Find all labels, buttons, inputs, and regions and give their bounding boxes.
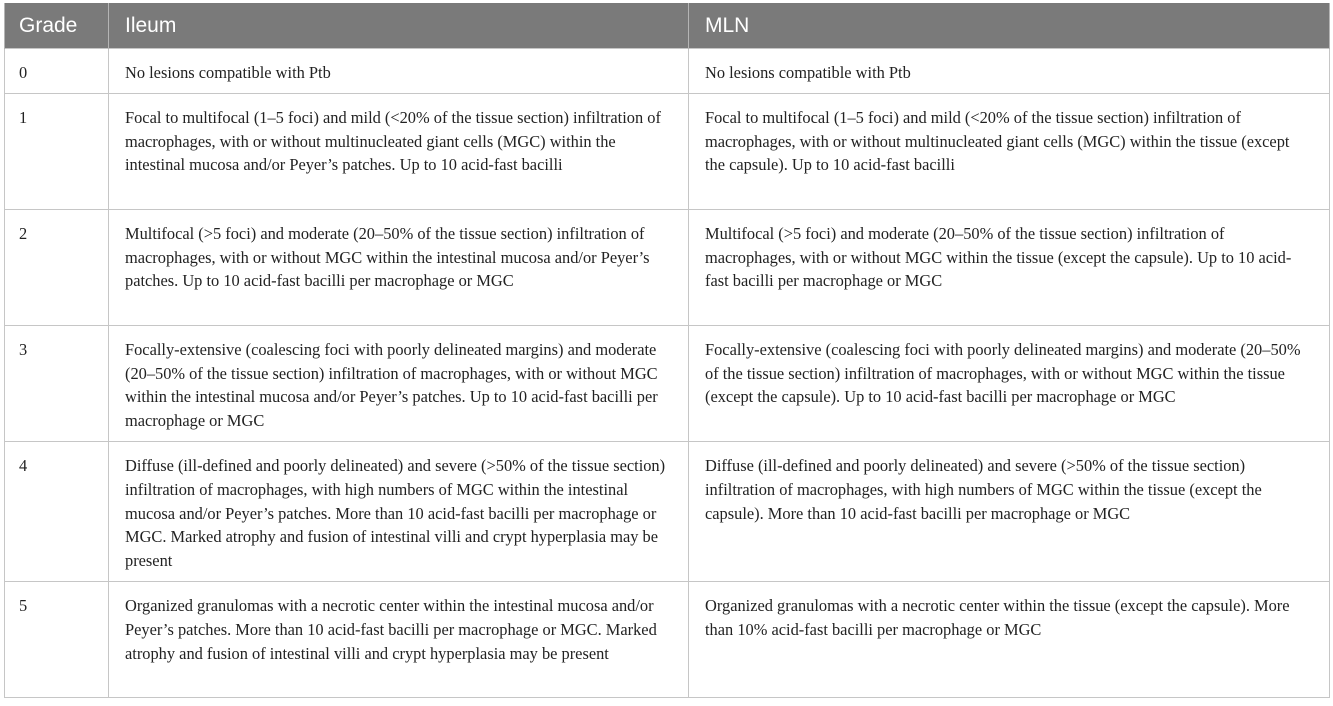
ileum-cell: No lesions compatible with Ptb: [109, 49, 689, 94]
mln-cell: Diffuse (ill-defined and poorly delineated) and severe (>50% of the tissue section) infiltration of macrophages, with high numbers of MGC within the tissue (except the capsule). More than 10 acid-fast bacilli per macrophage or MGC: [689, 442, 1330, 582]
header-mln: MLN: [689, 3, 1330, 49]
grade-cell: 0: [5, 49, 109, 94]
mln-cell: Focally-extensive (coalescing foci with poorly delineated margins) and moderate (20–50% of the tissue section) infiltration of macrophages, with or without MGC within the tissue (except the capsule). Up to 10 acid-fast bacilli per macrophage or MGC: [689, 326, 1330, 442]
ileum-cell: Diffuse (ill-defined and poorly delineated) and severe (>50% of the tissue section) infiltration of macrophages, with high numbers of MGC within the intestinal mucosa and/or Peyer’s patches. More than 10 acid-fast bacilli per macrophage or MGC. Marked atrophy and fusion of intestinal villi and crypt hyperplasia may be present: [109, 442, 689, 582]
table-row: [5, 94, 1330, 210]
grade-cell: 5: [5, 582, 109, 698]
table-row: [5, 210, 1330, 326]
mln-cell: Focal to multifocal (1–5 foci) and mild (<20% of the tissue section) infiltration of macrophages, with or without multinucleated giant cells (MGC) within the tissue (except the capsule). Up to 10 acid-fast bacilli: [689, 94, 1330, 210]
table-header: [5, 3, 1330, 49]
mln-cell: No lesions compatible with Ptb: [689, 49, 1330, 94]
table-row: [5, 582, 1330, 698]
grading-table: [4, 3, 1330, 698]
grade-cell: 3: [5, 326, 109, 442]
grade-cell: 2: [5, 210, 109, 326]
mln-cell: Organized granulomas with a necrotic center within the tissue (except the capsule). More than 10% acid-fast bacilli per macrophage or MGC: [689, 582, 1330, 698]
ileum-cell: Multifocal (>5 foci) and moderate (20–50% of the tissue section) infiltration of macrophages, with or without MGC within the intestinal mucosa and/or Peyer’s patches. Up to 10 acid-fast bacilli per macrophage or MGC: [109, 210, 689, 326]
grade-cell: 4: [5, 442, 109, 582]
ileum-cell: Organized granulomas with a necrotic center within the intestinal mucosa and/or Peyer’s patches. More than 10 acid-fast bacilli per macrophage or MGC. Marked atrophy and fusion of intestinal villi and crypt hyperplasia may be present: [109, 582, 689, 698]
header-row: [5, 3, 1330, 49]
grade-cell: 1: [5, 94, 109, 210]
mln-cell: Multifocal (>5 foci) and moderate (20–50% of the tissue section) infiltration of macrophages, with or without MGC within the tissue (except the capsule). Up to 10 acid-fast bacilli per macrophage or MGC: [689, 210, 1330, 326]
ileum-cell: Focal to multifocal (1–5 foci) and mild (<20% of the tissue section) infiltration of macrophages, with or without multinucleated giant cells (MGC) within the intestinal mucosa and/or Peyer’s patches. Up to 10 acid-fast bacilli: [109, 94, 689, 210]
table-row: [5, 326, 1330, 442]
table-body: [5, 49, 1330, 698]
table-row: [5, 49, 1330, 94]
table-row: [5, 442, 1330, 582]
header-ileum: Ileum: [109, 3, 689, 49]
ileum-cell: Focally-extensive (coalescing foci with poorly delineated margins) and moderate (20–50% of the tissue section) infiltration of macrophages, with or without MGC within the intestinal mucosa and/or Peyer’s patches. Up to 10 acid-fast bacilli per macrophage or MGC: [109, 326, 689, 442]
header-grade: Grade: [5, 3, 109, 49]
